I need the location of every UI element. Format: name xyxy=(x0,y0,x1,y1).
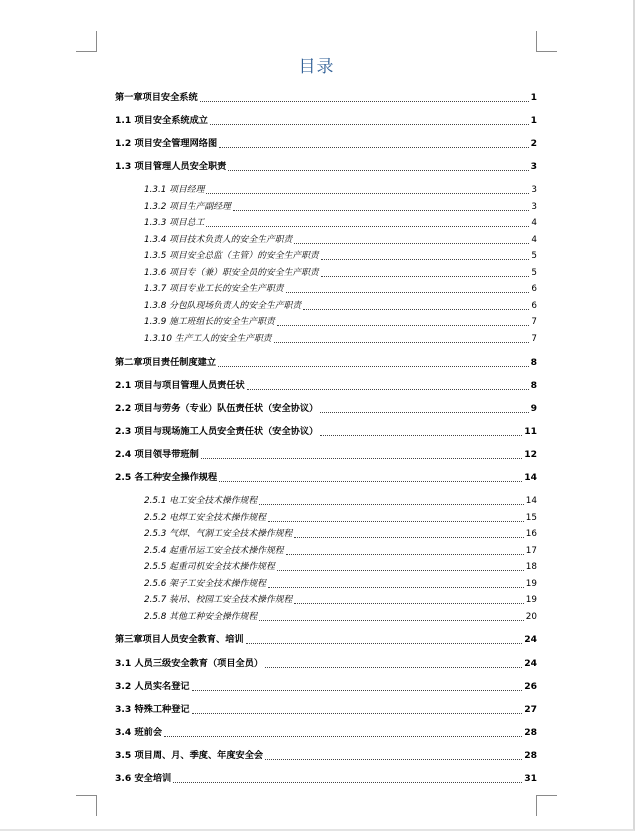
toc-page-number: 8 xyxy=(530,357,537,368)
toc-entry-text: 2.1 项目与项目管理人员责任状 xyxy=(115,380,245,391)
toc-subentry[interactable] xyxy=(144,592,537,606)
toc-page-number: 26 xyxy=(524,681,537,692)
toc-entry[interactable] xyxy=(115,656,537,670)
toc-entry[interactable] xyxy=(115,771,537,785)
toc-leader-dots xyxy=(286,553,524,555)
toc-page-number: 28 xyxy=(524,727,537,738)
toc-entry-text: 1.3.5 项目安全总监（主管）的安全生产职责 xyxy=(144,251,319,261)
toc-leader-dots xyxy=(277,324,530,326)
toc-page-number: 8 xyxy=(530,380,537,391)
toc-entry[interactable] xyxy=(115,159,537,173)
toc-leader-dots xyxy=(219,480,522,482)
crop-mark-bottom-right xyxy=(536,795,557,816)
toc-entry-text: 2.3 项目与现场施工人员安全责任状（安全协议） xyxy=(115,426,319,437)
toc-subentry[interactable] xyxy=(144,248,537,262)
toc-entry-text: 1.3.10 生产工人的安全生产职责 xyxy=(144,334,272,344)
toc-leader-dots xyxy=(206,225,529,227)
toc-page-number: 3 xyxy=(531,202,537,212)
toc-leader-dots xyxy=(201,457,522,459)
toc-leader-dots xyxy=(321,258,530,260)
toc-entry-text: 1.3.8 分包队现场负责人的安全生产职责 xyxy=(144,301,302,311)
toc-leader-dots xyxy=(218,365,529,367)
toc-leader-dots xyxy=(247,388,529,390)
toc-page-number: 20 xyxy=(525,612,537,622)
toc-page-number: 16 xyxy=(525,529,537,539)
toc-leader-dots xyxy=(259,503,524,505)
toc-page-number: 15 xyxy=(525,513,537,523)
toc-entry-text: 3.3 特殊工种登记 xyxy=(115,704,190,715)
toc-page-number: 3 xyxy=(530,161,537,172)
toc-subentry[interactable] xyxy=(144,199,537,213)
toc-leader-dots xyxy=(268,586,524,588)
toc-entry-text: 1.3.6 项目专（兼）职安全员的安全生产职责 xyxy=(144,268,319,278)
toc-leader-dots xyxy=(228,169,528,171)
toc-page-number: 14 xyxy=(525,496,537,506)
toc-leader-dots xyxy=(265,666,522,668)
toc-entry-text: 3.1 人员三级安全教育（项目全员） xyxy=(115,658,264,669)
toc-page-number: 6 xyxy=(531,301,537,311)
toc-entry[interactable] xyxy=(115,632,537,646)
toc-entry-text: 1.3.4 项目技术负责人的安全生产职责 xyxy=(144,235,293,245)
toc-subentry[interactable] xyxy=(144,526,537,540)
toc-subentry[interactable] xyxy=(144,331,537,345)
toc-page-number: 19 xyxy=(525,595,537,605)
toc-subentry[interactable] xyxy=(144,510,537,524)
toc-page-number: 4 xyxy=(531,218,537,228)
toc-leader-dots xyxy=(294,602,523,604)
toc-leader-dots xyxy=(164,735,522,737)
toc-leader-dots xyxy=(192,689,523,691)
toc-page-number: 3 xyxy=(531,185,537,195)
toc-entry[interactable] xyxy=(115,355,537,369)
toc-entry-text: 1.3.2 项目生产副经理 xyxy=(144,202,231,212)
toc-page-number: 24 xyxy=(524,634,537,645)
toc-leader-dots xyxy=(200,100,529,102)
toc-leader-dots xyxy=(246,642,523,644)
toc-entry-text: 2.4 项目领导带班制 xyxy=(115,449,199,460)
toc-entry[interactable] xyxy=(115,702,537,716)
toc-leader-dots xyxy=(210,123,529,125)
toc-subentry[interactable] xyxy=(144,215,537,229)
toc-leader-dots xyxy=(320,434,522,436)
toc-entry-text: 1.3.9 施工班组长的安全生产职责 xyxy=(144,317,275,327)
toc-page-number: 17 xyxy=(525,546,537,556)
toc-entry-text: 3.6 安全培训 xyxy=(115,773,172,784)
toc-leader-dots xyxy=(173,781,522,783)
toc-page-number: 14 xyxy=(524,472,537,483)
toc-entry-text: 3.5 项目周、月、季度、年度安全会 xyxy=(115,750,264,761)
toc-page-number: 19 xyxy=(525,579,537,589)
toc-entry-text: 1.3.1 项目经理 xyxy=(144,185,205,195)
toc-page-number: 27 xyxy=(524,704,537,715)
toc-entry[interactable] xyxy=(115,378,537,392)
toc-entry[interactable] xyxy=(115,113,537,127)
toc-subentry[interactable] xyxy=(144,493,537,507)
toc-entry-text: 2.5.4 起重吊运工安全技术操作规程 xyxy=(144,546,284,556)
toc-entry-text: 2.5.8 其他工种安全操作规程 xyxy=(144,612,258,622)
toc-leader-dots xyxy=(265,758,522,760)
toc-entry[interactable] xyxy=(115,470,537,484)
toc-leader-dots xyxy=(294,536,523,538)
toc-leader-dots xyxy=(320,411,528,413)
toc-entry-text: 1.3.3 项目总工 xyxy=(144,218,205,228)
toc-subentry[interactable] xyxy=(144,543,537,557)
toc-entry-text: 2.5.7 装吊、校园工安全技术操作规程 xyxy=(144,595,293,605)
toc-entry[interactable] xyxy=(115,90,537,104)
toc-leader-dots xyxy=(206,192,529,194)
toc-leader-dots xyxy=(277,569,524,571)
toc-entry-text: 2.2 项目与劳务（专业）队伍责任状（安全协议） xyxy=(115,403,319,414)
toc-entry-text: 第二章项目责任制度建立 xyxy=(115,357,217,368)
toc-entry[interactable] xyxy=(115,136,537,150)
toc-entry-text: 3.2 人员实名登记 xyxy=(115,681,190,692)
toc-subentry[interactable] xyxy=(144,609,537,623)
toc-entry-text: 2.5.1 电工安全技术操作规程 xyxy=(144,496,258,506)
toc-page-number: 7 xyxy=(531,334,537,344)
toc-page-number: 1 xyxy=(530,115,537,126)
toc-subentry[interactable] xyxy=(144,265,537,279)
toc-subentry[interactable] xyxy=(144,298,537,312)
toc-leader-dots xyxy=(274,341,530,343)
toc-entry[interactable] xyxy=(115,447,537,461)
toc-entry[interactable] xyxy=(115,424,537,438)
toc-leader-dots xyxy=(321,275,530,277)
toc-entry[interactable] xyxy=(115,401,537,415)
toc-subentry[interactable] xyxy=(144,559,537,573)
toc-page-number: 1 xyxy=(530,92,537,103)
toc-leader-dots xyxy=(268,520,524,522)
toc-entry-text: 3.4 班前会 xyxy=(115,727,163,738)
toc-entry-text: 1.3 项目管理人员安全职责 xyxy=(115,161,227,172)
toc-subentry[interactable] xyxy=(144,314,537,328)
toc-entry[interactable] xyxy=(115,725,537,739)
toc-page-number: 5 xyxy=(531,251,537,261)
toc-page-number: 9 xyxy=(530,403,537,414)
toc-page-number: 6 xyxy=(531,284,537,294)
toc-page-number: 4 xyxy=(531,235,537,245)
toc-entry-text: 2.5.2 电焊工安全技术操作规程 xyxy=(144,513,266,523)
toc-entry-text: 2.5.5 起重司机安全技术操作规程 xyxy=(144,562,275,572)
toc-page-number: 31 xyxy=(524,773,537,784)
toc-entry-text: 1.2 项目安全管理网络图 xyxy=(115,138,218,149)
toc-leader-dots xyxy=(303,308,529,310)
toc-page-number: 24 xyxy=(524,658,537,669)
toc-subentry[interactable] xyxy=(144,182,537,196)
toc-title: 目录 xyxy=(298,57,335,77)
toc-entry-text: 第一章项目安全系统 xyxy=(115,92,198,103)
toc-leader-dots xyxy=(286,291,530,293)
toc-entry[interactable] xyxy=(115,679,537,693)
crop-mark-top-left xyxy=(76,31,97,52)
toc-subentry[interactable] xyxy=(144,576,537,590)
crop-mark-top-right xyxy=(536,31,557,52)
crop-mark-bottom-left xyxy=(76,795,97,816)
toc-page-number: 2 xyxy=(530,138,537,149)
toc-page-number: 28 xyxy=(524,750,537,761)
toc-entry-text: 2.5 各工种安全操作规程 xyxy=(115,472,218,483)
toc-entry-text: 1.3.7 项目专业工长的安全生产职责 xyxy=(144,284,284,294)
toc-page-number: 11 xyxy=(524,426,537,437)
toc-entry-text: 2.5.6 架子工安全技术操作规程 xyxy=(144,579,266,589)
toc-leader-dots xyxy=(294,242,529,244)
toc-page-number: 12 xyxy=(524,449,537,460)
toc-leader-dots xyxy=(259,619,524,621)
toc-leader-dots xyxy=(192,712,523,714)
toc-leader-dots xyxy=(219,146,528,148)
toc-entry-text: 1.1 项目安全系统成立 xyxy=(115,115,208,126)
toc-subentry[interactable] xyxy=(144,281,537,295)
toc-entry[interactable] xyxy=(115,748,537,762)
toc-page-number: 7 xyxy=(531,317,537,327)
toc-subentry[interactable] xyxy=(144,232,537,246)
toc-page-number: 5 xyxy=(531,268,537,278)
toc-leader-dots xyxy=(233,209,530,211)
toc-page-number: 18 xyxy=(525,562,537,572)
toc-entry-text: 第三章项目人员安全教育、培训 xyxy=(115,634,244,645)
toc-entry-text: 2.5.3 气焊、气割工安全技术操作规程 xyxy=(144,529,293,539)
